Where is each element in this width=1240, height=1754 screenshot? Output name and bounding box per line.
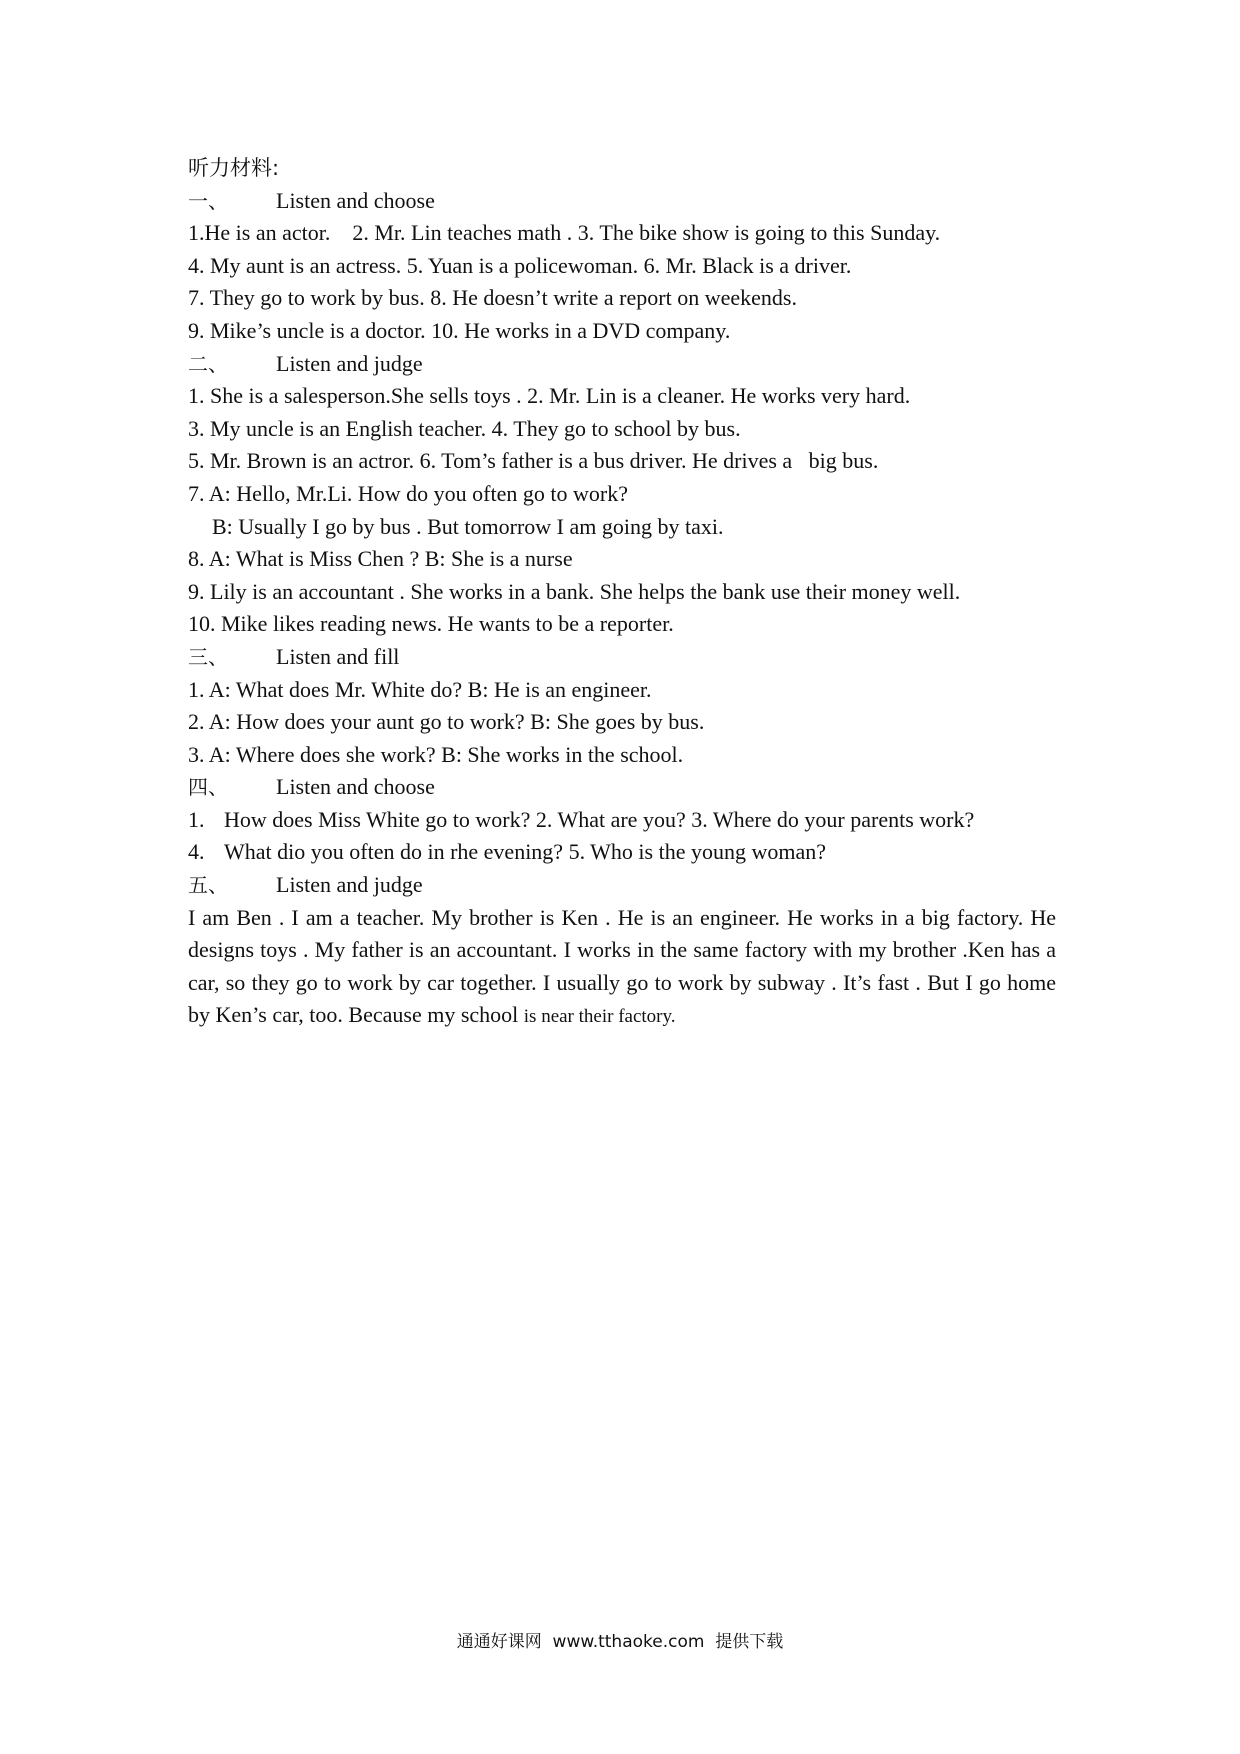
text-line: 9. Mike’s uncle is a doctor. 10. He works in a DVD company. [188, 317, 731, 343]
section-number: 五、 [188, 873, 228, 898]
section-heading-5 [188, 869, 1056, 902]
text-line: B: Usually I go by bus . But tomorrow I am going by taxi. [212, 513, 724, 539]
page-footer: 通通好课网 www.tthaoke.com 提供下载 [456, 1632, 784, 1652]
passage-paragraph [188, 902, 1056, 1034]
text-line: 1. She is a salesperson.She sells toys . 2. Mr. Lin is a cleaner. He works very hard. [188, 383, 911, 409]
text-paragraph: 9. Lily is an accountant . She works in a bank. She helps the bank use their money well. [188, 578, 961, 604]
text-line: 3. A: Where does she work? B: She works in the school. [188, 741, 684, 767]
section-title: Listen and judge [276, 872, 423, 898]
passage-text: I am Ben . I am a teacher. My brother is Ken . He is an engineer. He works in a big factory. He designs toys . My father is an accountant. I works in the same factory with my brother .Ken has a car, so they go to work by car together. I usually go to work by subway . It’s fast . But I go home by Ken’s car, too. Because my school [188, 904, 1056, 1028]
text-line: 1. A: What does Mr. White do? B: He is an engineer. [188, 676, 652, 702]
section-number: 四、 [188, 775, 228, 800]
text-line: 7. A: Hello, Mr.Li. How do you often go to work? [188, 480, 628, 506]
text-line: 5. Mr. Brown is an actror. 6. Tom’s father is a bus driver. He drives a big bus. [188, 448, 879, 474]
list-item-text: What dio you often do in rhe evening? 5. Who is the young woman? [224, 839, 827, 865]
page-title: 听力材料: [188, 156, 280, 180]
passage-tail: is near their factory. [523, 1006, 676, 1028]
section-title: Listen and judge [276, 350, 423, 376]
list-item [188, 804, 1056, 837]
text-line: 10. Mike likes reading news. He wants to be a reporter. [188, 611, 674, 637]
section-heading-3 [188, 641, 1056, 674]
list-item-number: 1. [188, 806, 205, 832]
list-item [188, 836, 1056, 869]
section-number: 二、 [188, 351, 228, 376]
text-line: 3. My uncle is an English teacher. 4. They go to school by bus. [188, 415, 741, 441]
text-line: 8. A: What is Miss Chen ? B: She is a nurse [188, 546, 573, 572]
section-heading-4 [188, 771, 1056, 804]
list-item-number: 4. [188, 839, 205, 865]
list-item-text: How does Miss White go to work? 2. What are you? 3. Where do your parents work? [224, 806, 975, 832]
section-title: Listen and choose [276, 774, 435, 800]
section-number: 一、 [188, 188, 228, 213]
section-heading-1 [188, 185, 1056, 218]
document-body [188, 152, 1056, 1034]
text-line: 7. They go to work by bus. 8. He doesn’t write a report on weekends. [188, 285, 797, 311]
section-heading-2 [188, 348, 1056, 381]
text-line: 1.He is an actor. 2. Mr. Lin teaches math . 3. The bike show is going to this Sunday. [188, 220, 941, 246]
text-line: 4. My aunt is an actress. 5. Yuan is a policewoman. 6. Mr. Black is a driver. [188, 252, 852, 278]
text-line: 2. A: How does your aunt go to work? B: She goes by bus. [188, 709, 705, 735]
section-title: Listen and choose [276, 187, 435, 213]
section-title: Listen and fill [276, 643, 400, 669]
section-number: 三、 [188, 644, 228, 669]
